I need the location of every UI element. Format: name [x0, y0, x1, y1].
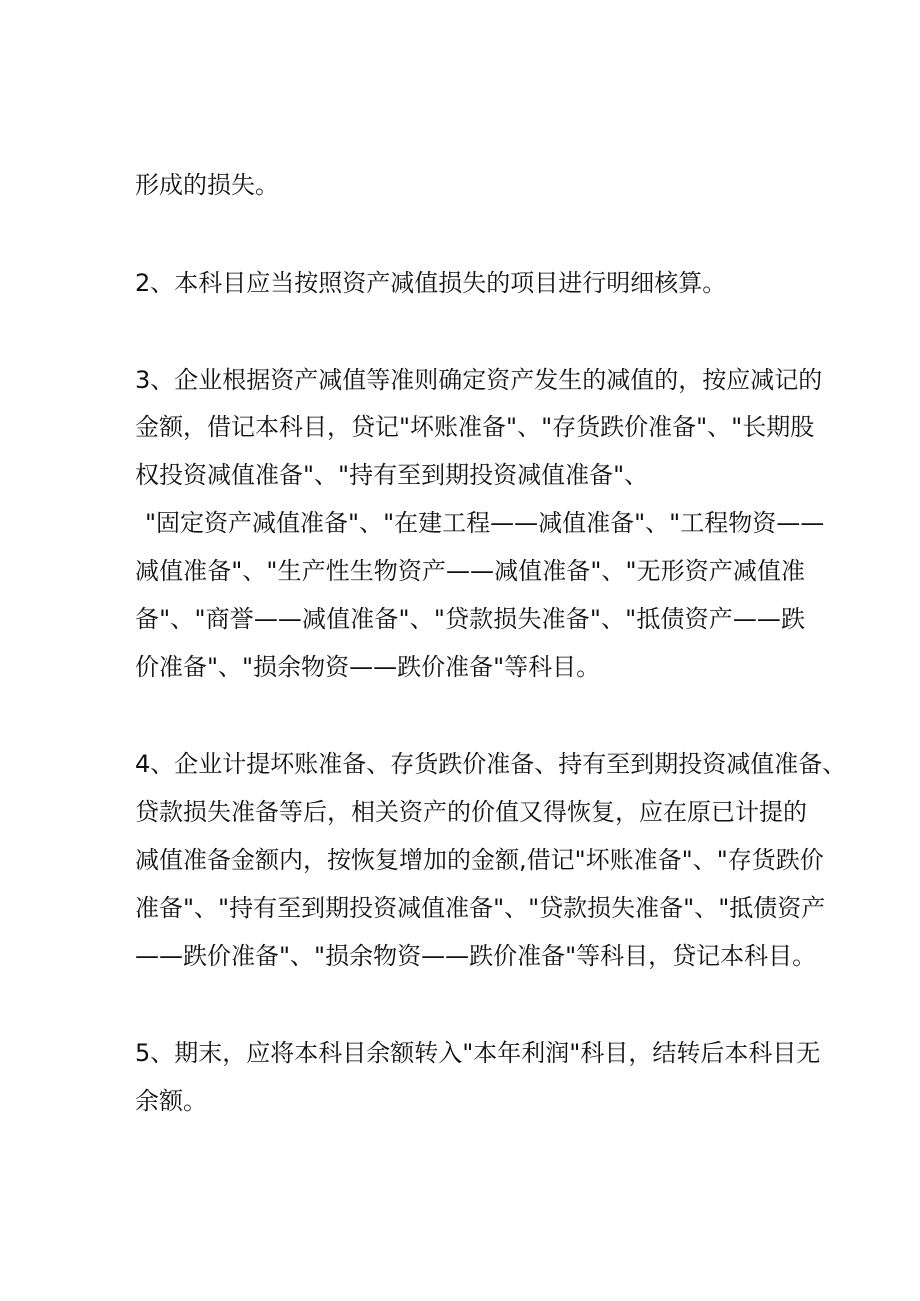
text-line: 贷款损失准备等后，相关资产的价值又得恢复，应在原已计提的: [135, 798, 807, 826]
text-line: 价准备"、"损余物资——跌价准备"等科目。: [135, 653, 601, 681]
text-line: 4、企业计提坏账准备、存货跌价准备、持有至到期投资减值准备、: [135, 750, 847, 778]
text-line: ——跌价准备"、"损余物资——跌价准备"等科目，贷记本科目。: [135, 942, 817, 970]
text-line: 金额，借记本科目，贷记"坏账准备"、"存货跌价准备"、"长期股: [135, 413, 815, 441]
text-line: "固定资产减值准备"、"在建工程——减值准备"、"工程物资——: [145, 509, 825, 537]
text-line: 权投资减值准备"、"持有至到期投资减值准备"、: [135, 461, 649, 489]
text-line: 余额。: [135, 1087, 207, 1115]
text-line: 备"、"商誉——减值准备"、"贷款损失准备"、"抵债资产——跌: [135, 605, 805, 633]
text-line: 2、本科目应当按照资产减值损失的项目进行明细核算。: [135, 269, 727, 297]
text-line: 5、期末，应将本科目余额转入"本年利润"科目，结转后本科目无: [135, 1039, 821, 1067]
text-line: 形成的损失。: [135, 171, 279, 199]
text-line: 3、企业根据资产减值等准则确定资产发生的减值的，按应减记的: [135, 366, 823, 394]
text-line: 减值准备"、"生产性生物资产——减值准备"、"无形资产减值准: [135, 557, 805, 585]
text-line: 减值准备金额内，按恢复增加的金额,借记"坏账准备"、"存货跌价: [135, 846, 824, 874]
text-line: 准备"、"持有至到期投资减值准备"、"贷款损失准备"、"抵债资产: [135, 894, 826, 922]
